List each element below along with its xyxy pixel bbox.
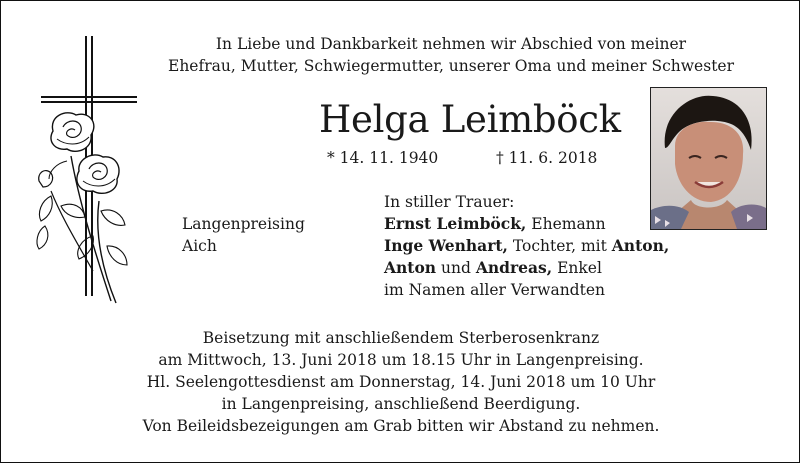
mourner-name: Andreas, bbox=[475, 258, 553, 277]
mourner-name: Ernst Leimböck, bbox=[384, 214, 527, 233]
place-2: Aich bbox=[182, 237, 217, 255]
funeral-line: Beisetzung mit anschließendem Sterberosenkranz bbox=[202, 329, 600, 347]
mourner-name: Anton bbox=[384, 258, 437, 277]
intro-line-1: In Liebe und Dankbarkeit nehmen wir Abschied von meiner bbox=[215, 35, 687, 53]
places bbox=[182, 213, 305, 257]
mourner-line-3 bbox=[384, 257, 669, 279]
mourner-line-2 bbox=[384, 235, 669, 257]
mourners-header: In stiller Trauer: bbox=[384, 193, 515, 211]
mourner-connector: und bbox=[436, 259, 476, 277]
cross-with-roses-icon bbox=[31, 31, 146, 321]
funeral-line: in Langenpreising, anschließend Beerdigung. bbox=[221, 395, 581, 413]
mourner-line-4: im Namen aller Verwandten bbox=[384, 281, 605, 299]
deceased-name: Helga Leimböck bbox=[319, 98, 621, 141]
mourner-relation: Enkel bbox=[552, 259, 602, 277]
mourner-name: Inge Wenhart, bbox=[384, 236, 508, 255]
mourner-relation: Tochter, mit bbox=[507, 237, 612, 255]
funeral-line: am Mittwoch, 13. Juni 2018 um 18.15 Uhr in Langenpreising. bbox=[158, 351, 644, 369]
place-1: Langenpreising bbox=[182, 215, 305, 233]
mourners-block bbox=[384, 191, 669, 301]
mourner-relation: Ehemann bbox=[526, 215, 606, 233]
intro-line-2: Ehefrau, Mutter, Schwiegermutter, unserer Oma und meiner Schwester bbox=[168, 57, 734, 75]
mourner-name: Anton, bbox=[611, 236, 670, 255]
death-date: † 11. 6. 2018 bbox=[496, 149, 598, 167]
funeral-line: Hl. Seelengottesdienst am Donnerstag, 14. Juni 2018 um 10 Uhr bbox=[146, 373, 656, 391]
intro-text bbox=[151, 33, 751, 77]
mourner-line-1 bbox=[384, 213, 669, 235]
funeral-line: Von Beileidsbezeigungen am Grab bitten wir Abstand zu nehmen. bbox=[142, 417, 660, 435]
birth-date: * 14. 11. 1940 bbox=[327, 149, 439, 167]
funeral-info bbox=[61, 327, 741, 437]
